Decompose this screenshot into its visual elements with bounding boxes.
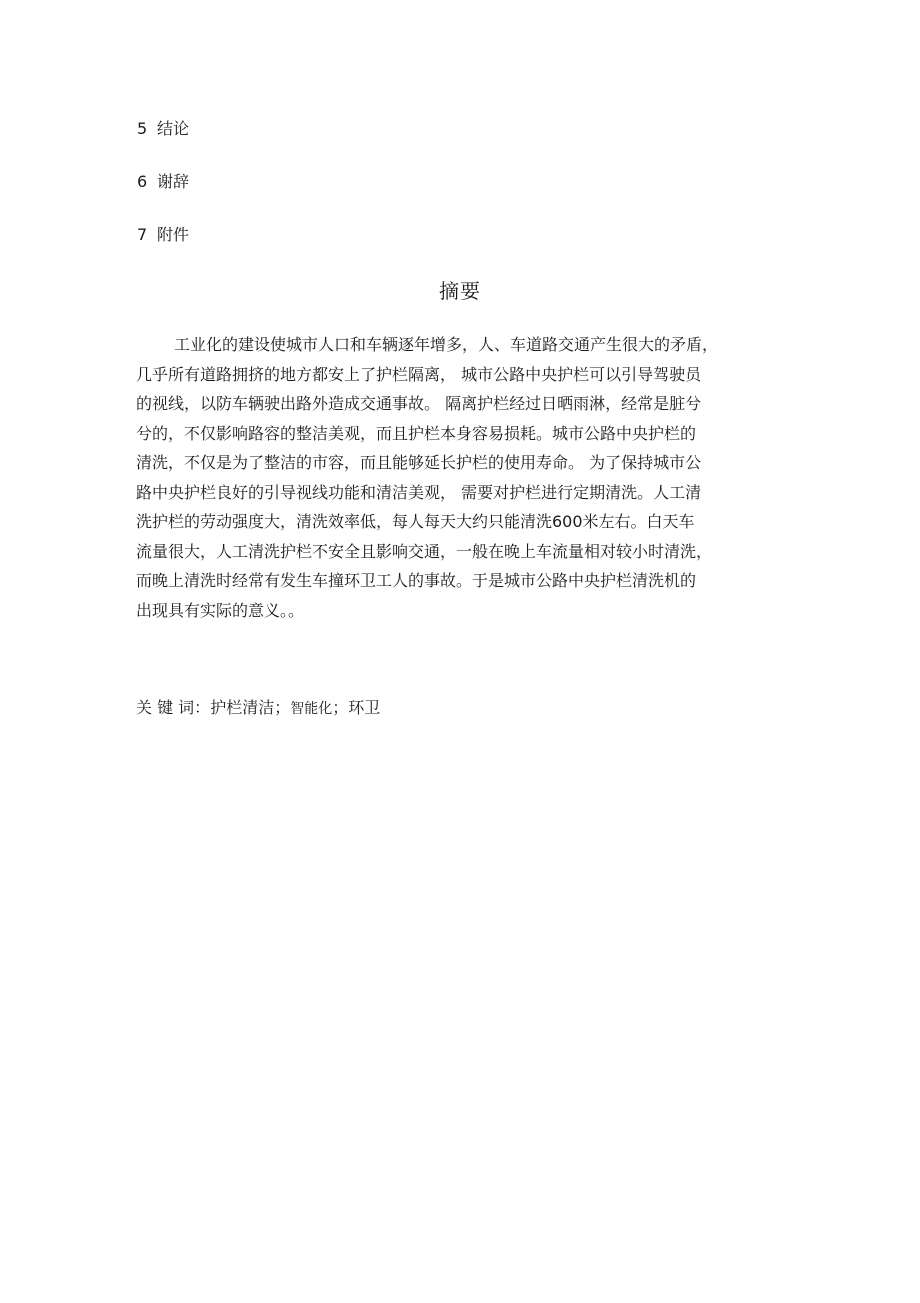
toc-label: 谢辞	[157, 172, 190, 191]
toc-item-acknowledgements	[137, 170, 537, 194]
abstract-line: 兮的，不仅影响路容的整洁美观，而且护栏本身容易损耗。城市公路中央护栏的	[136, 423, 697, 443]
toc-label: 附件	[157, 225, 190, 244]
keywords-line	[136, 695, 380, 722]
abstract-line: 流量很大，人工清洗护栏不安全且影响交通，一般在晚上车流量相对较小时清洗，	[136, 541, 713, 561]
keyword-sanitation: ；环卫	[332, 698, 381, 717]
toc-label: 结论	[157, 119, 190, 138]
abstract-line: 出现具有实际的意义。。	[136, 600, 305, 620]
abstract-line: 洗护栏的劳动强度大，清洗效率低，每人每天大约只能清洗600米左右。白天车	[136, 512, 695, 531]
toc-number: 5	[137, 119, 148, 138]
abstract-line: 的视线，以防车辆驶出路外造成交通事故。 隔离护栏经过日晒雨淋，经常是脏兮	[136, 394, 702, 413]
keyword-intelligent: 智能化	[290, 701, 333, 717]
toc-item-conclusion	[137, 117, 537, 141]
abstract-line: 几乎所有道路拥挤的地方都安上了护栏隔离， 城市公路中央护栏可以引导驾驶员	[136, 364, 702, 384]
toc-item-appendix	[137, 223, 537, 247]
abstract-line: 工业化的建设使城市人口和车辆逐年增多，人、车道路交通产生很大的矛盾，	[174, 335, 719, 354]
abstract-body	[136, 330, 736, 625]
abstract-line: 路中央护栏良好的引导视线功能和清洁美观， 需要对护栏进行定期清洗。人工清	[136, 482, 702, 502]
abstract-line: 而晚上清洗时经常有发生车撞环卫工人的事故。于是城市公路中央护栏清洗机的	[136, 571, 697, 590]
abstract-title: 摘要	[439, 279, 481, 303]
keyword-guardrail-cleaning: 护栏清洁；	[210, 698, 291, 717]
toc-number: 6	[137, 172, 148, 191]
abstract-line: 清洗，不仅是为了整洁的市容，而且能够延长护栏的使用寿命。 为了保持城市公	[136, 453, 702, 472]
toc-number: 7	[137, 225, 148, 244]
keywords-label: 关 键 词：	[136, 698, 211, 717]
table-of-contents	[137, 117, 537, 276]
